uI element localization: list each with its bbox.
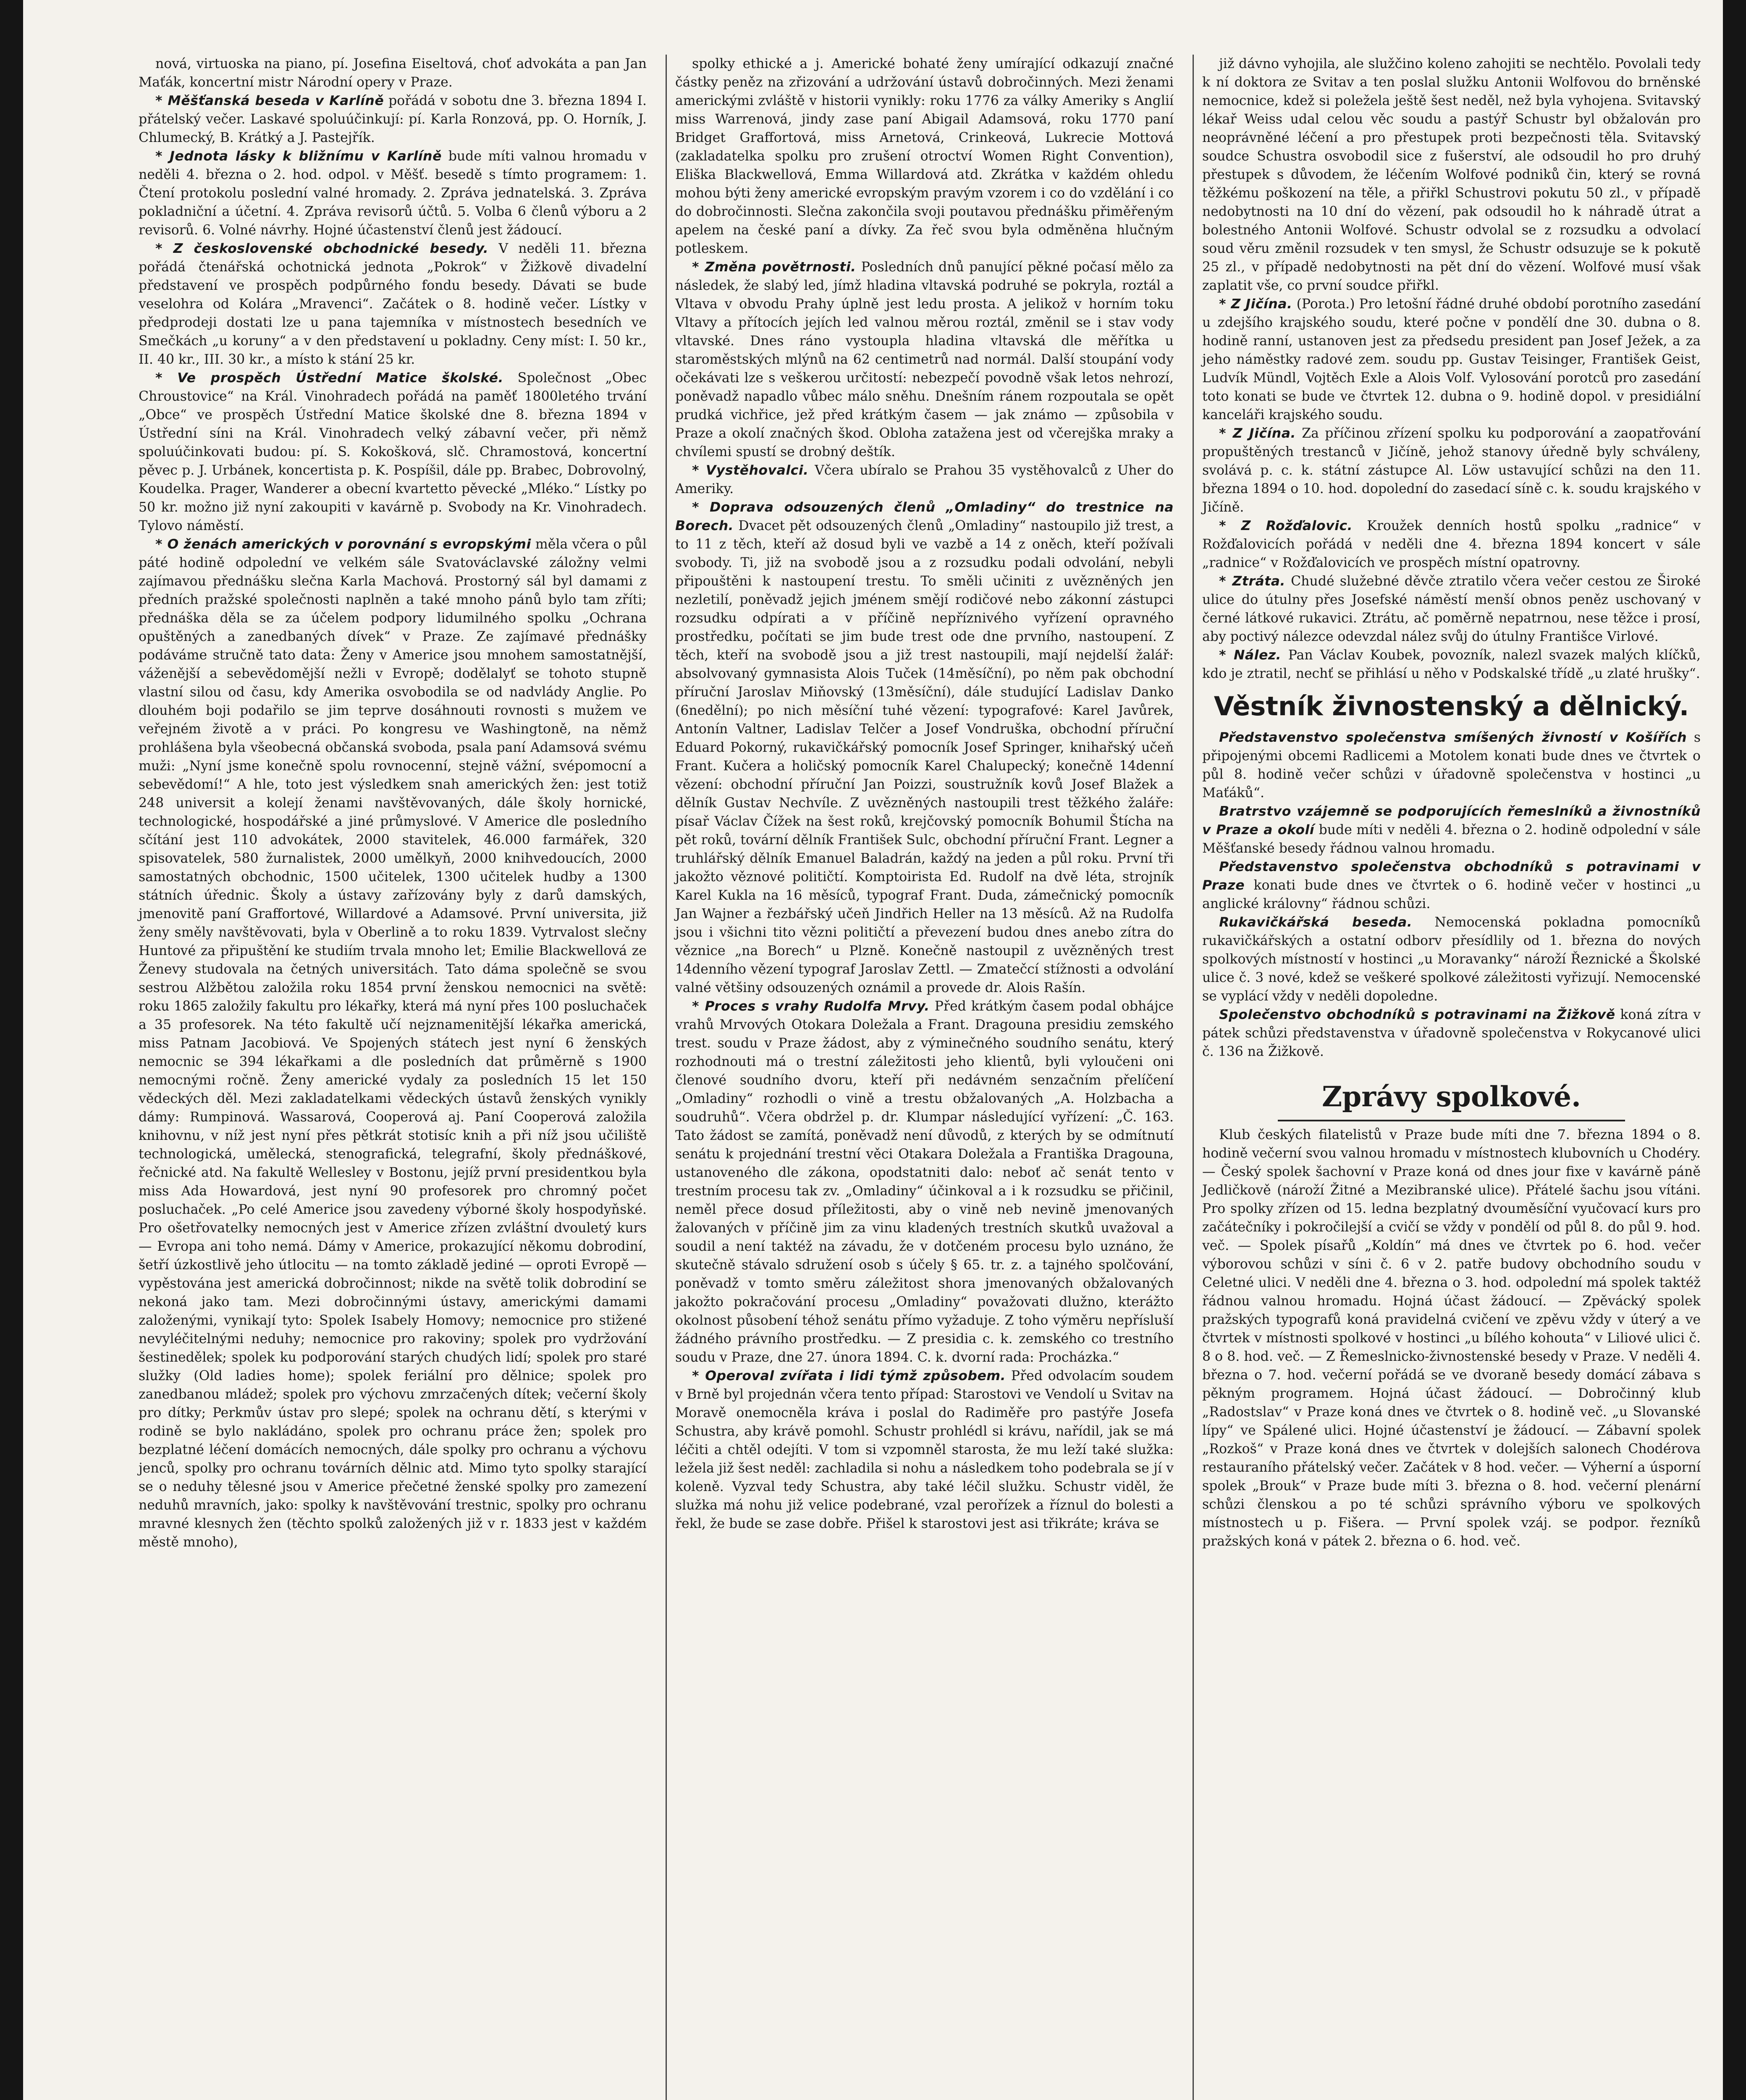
column-right [1193,55,1701,2100]
news-item-text: Klub českých filatelistů v Praze bude míti dne 7. března 1894 o 8. hodině večerní svou valnou hromadu v místnostech klubovních u Chodéry. — Český spolek šachovní v Praze koná od dnes jour fixe v kavárně páně Jedličkově (nároží Žitné a Mezibranské ulice). Přátelé šachu jsou vítáni. Pro spolky zřízen od 15. ledna bezplatný dvouměsíční vyučovací kurs pro začátečníky i pokročilejší a cvičí se vždy v pondělí od půl 8. do půl 9. hod. več. — Spolek písařů „Koldín“ má dnes ve čtvrtek po 6. hod. večer výborovou schůzi v síni č. 6 v 2. patře budovy obchodního soudu v Celetné ulici. V neděli dne 4. března o 3. hod. odpolední má spolek taktéž řádnou valnou hromadu. Hojná účast žádoucí. — Zpěvácký spolek pražských typografů koná pravidelná cvičení ve zpěvu vždy v úterý a ve čtvrtek v místnosti spolkové v hostinci „u bílého kohouta“ v Liliové ulici č. 8 o 8. hod. več. — Z Řemeslnicko-živnostenské besedy v Praze. V neděli 4. března o 7. hod. večerní pořádá se ve dvoraně besedy domácí zábava s pěkným programem. Hojná účast žádoucí. — Dobročinný klub „Radostslav“ v Praze koná dnes ve čtvrtek o 8. hodině več. „u Slovanské lípy“ ve Spálené ulici. Hojné účastenství je žádoucí. — Zábavní spolek „Rozkoš“ v Praze koná dnes ve čtvrtek v dolejších salonech Chodérova restauraního přátelský večer. Začátek v 8 hod. večer. — Výherní a úsporní spolek „Brouk“ v Praze bude míti 3. března o 8. hod. večerní plenární schůzi členskou a po té schůzi správního výboru ve spolkových místnostech u p. Fišera. — První spolek vzáj. se podpor. řezníků pražských koná v pátek 2. března o 6. hod. več. [1202,1127,1701,1549]
news-item [1202,858,1701,913]
news-item [1202,572,1701,646]
news-item [675,55,1174,258]
news-item-heading: * Ztráta. [1219,574,1286,589]
news-block-regional [1202,55,1701,683]
news-item-heading: * Nález. [1219,648,1282,663]
news-item-heading: * Z Jičína. [1219,297,1292,312]
news-item [675,498,1174,997]
news-item-text: Posledních dnů panující pěkné počasí mělo za následek, že slabý led, jímž hladina vltavská podruhé se pokryla, roztál a Vltava v obvodu Prahy úplně jest ledu prosta. A jelikož v horním toku Vltavy a přítocích jejích led valnou měrou roztál, změnil se i stav vody vltavské. Dnes ráno vystoupla hladina vltavská dle měřítka u staroměstských mlýnů na 62 centimetrů nad normál. Další stoupání vody očekávati lze s veškerou určitostí: nebezpečí povodně však letos nehrozí, poněvadž napadlo vůbec málo sněhu. Dnešním ránem rozpoutala se opět prudká vichřice, jež před krátkým časem — jak známo — způsobila v Praze a okolí značných škod. Obloha zatažena jest od včerejška mraky a chvílemi spustí se drobný deštík. [675,260,1174,459]
news-item [675,997,1174,1367]
news-item-text: pořádá v sobotu dne 3. března 1894 I. přátelský večer. Laskavé spoluúčinkují: pí. Karla Ronzová, pp. O. Horník, J. Chlumecký, B. Krátký a J. Pastejřík. [139,93,647,145]
news-item [139,92,647,147]
news-item-heading: Představenstvo společenstva smíšených živností v Košířích [1219,730,1687,745]
scan-edge-right [1723,0,1746,2100]
text-columns [139,55,1701,2100]
news-item-heading: * Měšťanská beseda v Karlíně [155,93,384,108]
news-item [675,461,1174,498]
news-item-heading: * Doprava odsouzených členů „Omladiny“ do trestnice na Borech. [675,500,1174,533]
news-item [1202,728,1701,802]
news-item-heading: * Ve prospěch Ústřední Matice školské. [155,370,503,386]
news-item [1202,1005,1701,1061]
news-item [1202,646,1701,683]
column-left [139,55,647,2100]
news-item-text: s připojenými obcemi Radlicemi a Motolem konati bude dnes ve čtvrtek o půl 8. hodině večer schůzi v úřadovně společenstva v hostinci „u Maťáků“. [1202,730,1701,801]
news-item [1202,517,1701,572]
section-title-trade: Věstník živnostenský a dělnický. [1214,691,1689,722]
news-item-text: bude míti v neděli 4. března o 2. hodině odpolední v sále Měšťanské besedy řádnou valnou hromadu. [1202,822,1701,856]
news-item [1202,424,1701,517]
news-item-heading: Bratrstvo vzájemně se podporujících řemeslníků a živnostníků v Praze a okolí [1202,804,1701,837]
news-item-text: Včera ubíralo se Prahou 35 vystěhovalců z Uher do Ameriky. [675,463,1174,496]
news-item [139,147,647,239]
section-divider [1278,1120,1625,1121]
news-item-text: Nemocenská pokladna pomocníků rukavičkářských a ostatní odborv přesídlily od 1. března do nových spolkových místností v hostinci „u Moravanky“ nároží Řeznické a Školské ulice č. 3 nové, kdež se veškeré spolkové záležitosti vyřizují. Nemocenské se vyplácí vždy v neděli dopoledne. [1202,915,1701,1004]
news-item-text: koná zítra v pátek schůzi představenstva v úřadovně společenstva v Rokycanové ulici č. 136 na Žižkově. [1202,1007,1701,1059]
column-middle [666,55,1174,2100]
news-item-heading: Rukavičkářská beseda. [1219,915,1413,930]
news-item-text: bude míti valnou hromadu v neděli 4. března o 2. hod. odpol. v Měšť. besedě s tímto programem: 1. Čtení protokolu poslední valné hromady. 2. Zpráva jednatelská. 3. Zpráva pokladniční a účetní. 4. Zpráva revisorů účtů. 5. Volba 6 členů výboru a 2 revisorů. 6. Volné návrhy. Hojné účastenství členů jest žádoucí. [139,149,647,238]
news-item-heading: * Z Rožďalovic. [1219,518,1353,533]
news-item [675,258,1174,461]
news-item [1202,913,1701,1005]
news-item-text: Za příčinou zřízení spolku ku podporování a zaopatřování propuštěných trestanců v Jičíně, jehož stanovy úředně byly schváleny, svolává p. c. k. státní zástupce Al. Löw ustavující schůzi na den 11. března 1894 o 10. hod. dopolední do zasedací síně c. k. soudu krajského v Jičíně. [1202,426,1701,515]
news-item-text: Pan Václav Koubek, povozník, nalezl svazek malých klíčků, kdo je ztratil, nechť se přihlásí u něho v Podskalské třídě „u zlaté hrušky“. [1202,648,1701,681]
news-item-text: Před krátkým časem podal obhájce vrahů Mrvových Otokara Doležala a Frant. Dragouna presidiu zemského trest. soudu v Praze žádost, aby z výminečného soudního senátu, který rozhodnouti má o trestní záležitosti jeho klientů, byli vyloučeni oni členové soudního dvoru, kteří při nedávném senzačním přelíčení „Omladiny“ rozhodli o vině a trestu obžalovaných „A. Holzbacha a soudruhů“. Včera obdržel p. dr. Klumpar následující vyřízení: „Č. 163. Tato žádost se zamítá, poněvadž není důvodů, z kterých by se odmítnutí senátu k projednání trestní věci Otakara Doležala a Františka Dragouna, ustanoveného dle zákona, opodstatniti dalo: neboť ač senát tento v trestním procesu tak zv. „Omladiny“ účinkoval a i k rozsudku se přičinil, neměl přece dosud příležitosti, aby o vině neb nevině jmenovaných žalovaných v příčině jim za vinu kladených trestních skutků uvažoval a soudil a není taktéž na závadu, že v dotčeném procesu bylo uznáno, že skutečně stávalo sdružení osob s účely § 65. tr. z. a tajného spolčování, poněvadž v tomto směru záležitost shora jmenovaných obžalovaných jakožto pokračování procesu „Omladiny“ považovati dlužno, kterážto okolnost působení téhož senátu přímo vyžaduje. Z toho výměru nepřísluší žádného právního prostředku. — Z presidia c. k. zemského co trestního soudu v Praze, dne 27. února 1894. C. k. dvorní rada: Procházka.“ [675,999,1174,1365]
news-item-text: konati bude dnes ve čtvrtek o 6. hodině večer v hostinci „u anglické královny“ řádnou schůzi. [1202,878,1701,911]
news-item-heading: * Jednota lásky k bližnímu v Karlíně [155,149,442,164]
news-item [1202,55,1701,295]
news-item [1202,295,1701,424]
scan-edge-left [0,0,23,2100]
news-item [139,369,647,535]
news-item-heading: * Z Jičína. [1219,426,1296,441]
news-block-societies [1202,1126,1701,1551]
news-item-text: Kroužek denních hostů spolku „radnice“ v Rožďalovicích pořádá v neděli dne 4. března 1894 koncert v sále „radnice“ v Rožďalovicích ve prospěch místní opatrovny. [1202,518,1701,570]
news-item-heading: * Proces s vrahy Rudolfa Mrvy. [692,999,930,1014]
news-item-heading: * O ženách amerických v porovnání s evropskými [155,537,531,552]
news-item-text: spolky ethické a j. Americké bohaté ženy umírající odkazují značné částky peněz na zřizování a udržování ústavů dobročinných. Mezi ženami americkými zvláště v historii vynikly: roku 1776 za války Ameriky s Anglií miss Warrenová, jindy zase paní Abigail Adamsová, roku 1770 paní Bridget Graffortová, miss Arnetová, Crinkeová, Lukrecie Mottová (zakladatelka spolku pro zrušení otroctví Women Right Convention), Eliška Blackwellová, Emma Willardová atd. Zkrátka v každém ohledu mohou býti ženy americké evropským pravým vzorem i co do vzdělání i co do dobročinnosti. Slečna zakončila svoji poutavou přednášku přiměřeným apelem na české paní a dívky. Za řeč svou byla odměněna hlučným potleskem. [675,56,1174,256]
news-item-heading: * Z československé obchodnické besedy. [155,241,489,256]
news-item-heading: * Změna povětrnosti. [692,260,856,275]
news-item-text: V neděli 11. března pořádá čtenářská ochotnická jednota „Pokrok“ v Žižkově divadelní představení ve prospěch podpůrného fondu besedy. Dávati se bude veselohra od Kolára „Mravenci“. Začátek o 8. hodině večer. Lístky v předprodeji dostati lze u pana tajemníka v místnostech besedních ve Smečkách „u koruny“ a v den představení u pokladny. Ceny míst: I. 50 kr., II. 40 kr., III. 30 kr., a místo k stání 25 kr. [139,241,647,367]
news-item-heading: Společenstvo obchodníků s potravinami na Žižkově [1219,1007,1615,1022]
news-item-text: (Porota.) Pro letošní řádné druhé období porotního zasedání u zdejšího krajského soudu, které počne v pondělí dne 30. dubna o 8. hodině ranní, ustanoven jest za předsedu president pan Josef Ježek, a za jeho náměstky radové zem. soudu pp. Gustav Teisinger, František Geist, Ludvík Mündl, Vojtěch Exle a Alois Volf. Vylosování porotců pro zasedání toto konati se bude ve čtvrtek 12. dubna o 9. hodině dopol. v presidiální kanceláři krajského soudu. [1202,297,1701,423]
news-item-text: Dvacet pět odsouzených členů „Omladiny“ nastoupilo již trest, a to 11 z těch, kteří až dosud byli ve vazbě a 14 z oněch, kteří požívali svobody. Ti, již na svobodě jsou a z rozsudku podali odvolání, nebyli připouštěni k nastoupení trestu. To směli učiniti z uvězněných jen nezletilí, poněvadž jejich jménem smějí rodičové nebo zákonní zástupci rozsudku odpírati a v příčině nepříznivého vyřízení opravného prostředku, počítati se jim bude trest ode dne prvního, nastoupení. Z těch, kteří na svobodě jsou a již trest nastoupili, mají nejdelší žalář: absolvovaný gymnasista Alois Tuček (14měsíční), po něm pak obchodní příruční Jaroslav Miňovský (13měsíční), dále studující Ladislav Danko (6nedělní); po nich měsíční tuhé vězení: typografové: Karel Javůrek, Antonín Valtner, Ladislav Telčer a Josef Vondruška, obchodní příruční Eduard Pokorný, rukavičkářský pomocník Josef Springer, knihařský učeň Frant. Kučera a holičský pomocník Karel Chalupecký; konečně 14denní vězení: obchodní příruční Jan Poizzi, soustružník kovů Josef Blažek a dělník Gustav Nechvíle. Z uvězněných nastoupili trest těžkého žaláře: písař Václav Čížek na šest roků, krejčovský pomocník Bohumil Štícha na pět roků, tovární dělník František Sulc, obchodní příruční Frant. Legner a truhlářský dělník Emanuel Baladrán, každý na jeden a půl roku. První tři jakožto věznové političtí. Komptoirista Ed. Rudolf na dvě léta, strojník Karel Kukla na 16 měsíců, typograf Frant. Duda, zámečnický pomocník Jan Wajner a řezbářský učeň Jindřich Heller na 13 měsíců. Až na Rudolfa jsou i všichni tito vězni političtí a převezení budou dnes anebo zítra do věznice „na Borech“ u Plzně. Konečně nastoupil z uvězněných trest 14denního vězení typograf Jaroslav Zettl. — Zmatečcí stížnosti a odvolání valné většiny odsouzených oznámil a provede dr. Alois Rašín. [675,518,1174,995]
news-item-text: již dávno vyhojila, ale služčino koleno zahojiti se nechtělo. Povolali tedy k ní doktora ze Svitav a ten poslal služku Antonii Wolfovou do brněnské nemocnice, kdež si poležela ještě šest neděl, než byla vyhojena. Svitavský lékař Weiss udal celou věc soudu a pastýř Schustr byl obžalován pro neoprávněné léčení a pro přestupek proti bezpečnosti těla. Svitavský soudce Schustra osvobodil sice z fušerství, ale odsoudil ho pro druhý přestupek s důvodem, že léčením Wolfové podniků čin, který se rovná těžkému poškození na těle, a přiřkl Schustrovi pokutu 50 zl., v případě nedobytnosti na 10 dní do vězení, pak odsoudil ho k náhradě útrat a bolestného Antonii Wolfové. Schustr odvolal se z rozsudku a odvolací soud věru změnil rozsudek v ten smysl, že Schustr odsuzuje se k pokutě 25 zl., v případě nedobytnosti na pět dní do vězení. Wolfové musí však zaplatit vše, co první soudce přiřkl. [1202,56,1701,293]
news-block-trade [1202,728,1701,1061]
news-item [139,55,647,92]
news-item-text: Společnost „Obec Chroustovice“ na Král. Vinohradech pořádá na paměť 1800letého trvání „Obce“ ve prospěch Ústřední Matice školské dne 8. března 1894 v Ústřední síni na Král. Vinohradech velký zábavní večer, při němž spoluúčinkovati budou: pí. S. Kokošková, slč. Chramostová, koncertní pěvec p. J. Urbánek, koncertista p. K. Pospíšil, dále pp. Brabec, Dobrovolný, Koudelka. Prager, Wanderer a obecní kvartetto pěvecké „Mléko.“ Lístky po 50 kr. možno již nyní zakoupiti v kavárně p. Svobody na Kr. Vinohradech. Tylovo náměstí. [139,370,647,533]
news-item [139,535,647,1551]
news-item [1202,1126,1701,1551]
news-item-heading: Představenstvo společenstva obchodníků s potravinami v Praze [1202,859,1701,893]
news-item [1202,802,1701,858]
news-item-text: Chudé služebné děvče ztratilo včera večer cestou ze Široké ulice do útulny přes Josefské náměstí menší obnos peněz uschovaný v černé látkové rukavici. Ztrátu, ač poměrně nepatrnou, nese těžce i prosí, aby poctivý nálezce odevzdal nález svůj do útulny Františce Virlové. [1202,574,1701,644]
news-item-text: Před odvolacím soudem v Brně byl projednán včera tento případ: Starostovi ve Vendolí u Svitav na Moravě onemocněla kráva i poslal do Radiměře pro pastýře Josefa Schustra, aby krávě pomohl. Schustr prohlédl si krávu, nařídil, jak se má léčiti a chtěl odejíti. V tom si vzpomněl starosta, že mu leží také služka: ležela již šest neděl: zachladila si nohu a následkem toho podebrala se jí v koleně. Vyzval tedy Schustra, aby také léčil služku. Schustr viděl, že služka má nohu již velice podebrané, vzal perořízek a říznul do bolesti a řekl, že bude se zase dobře. Přišel k starostovi jest asi třikráte; kráva se [675,1368,1174,1531]
news-item-text: měla včera o půl páté hodině odpolední ve velkém sále Svatováclavské záložny velmi zajímavou přednášku slečna Karla Machová. Prostorný sál byl damami z předních pražské společnosti naplněn a také mnoho pánů bylo tam zříti; přednáška děla se za účelem podpory lidumilného spolku „Ochrana opuštěných a zanedbaných dívek“ v Praze. Ze zajímavé přednášky podáváme stručně tato data: Ženy v Americe jsou mnohem samostatnější, váženější a sebevědomější nežli v Evropě; dodělalyť se tohoto stupně vlastní silou od času, kdy Amerika osvobodila se od nadvlády Anglie. Po dlouhém boji podařilo se jim teprve dosáhnouti rovnosti s mužem ve veřejném životě a v práci. Po kongresu ve Washingtoně, na němž prohlášena byla všeobecná občanská svoboda, psala paní Adamsová svému muži: „Nyní jsme konečně spolu rovnocenní, stejně vážní, svépomocní a sebevědomí!“ A hle, toto jest výsledkem snah amerických žen: jest totiž 248 universit a kolejí ženami navštěvovaných, dále školy hornické, technologické, hospodářské a jiné průmyslové. V Americe dle posledního sčítání jest 110 advokátek, 2000 stavitelek, 46.000 farmářek, 320 spisovatelek, 580 žurnalistek, 2000 umělkyň, 2000 knihvedoucích, 2000 samostatných obchodnic, 1500 učitelek, 1300 učitelek hudby a 1300 státních úřednic. Školy a ústavy zařízovány byly z darů damských, jmenovitě paní Graffortové, Willardové a Adamsové. První universita, již ženy směly navštěvovati, byla v Oberlině a to roku 1839. Vytrvalost slečny Huntové za připuštění ke studiím trvala mnoho let; Emilie Blackwellová ze Ženevy studovala na četných universitách. Tato dáma společně se svou sestrou Alžbětou založila roku 1854 první ženskou nemocnici na světě: roku 1865 založily fakultu pro lékařky, která má nyní přes 100 posluchaček a 35 profesorek. Na této fakultě učí nejznamenitější lékařka americká, miss Patnam Jacobiová. Ve Spojených státech jest nyní 6 ženských nemocnic se 394 lékařkami a dle posledních dat průměrně s 1900 nemocnými ročně. Ženy americké vydaly za posledních 15 let 150 vědeckých děl. Mezi zakladatelkami vědeckých ústavů ženských vynikly dámy: Rumpinová. Wassarová, Cooperová aj. Paní Cooperová založila knihovnu, v níž jest nyní přes pětkrát stotisíc knih a při níž jsou učiliště technologická, umělecká, stenografická, telegrafní, školy přednáškové, řečnické atd. Na fakultě Wellesley v Bostonu, jejíž první presidentkou byla miss Ada Howardová, jest nyní 90 profesorek pro chromný počet posluchaček. „Po celé Americe jsou zavedeny výborné školy hospodyňské. Pro ošetřovatelky nemocných jest v Americe zřízen zvláštní dvouletý kurs — Evropa ani toho nemá. Dámy v Americe, prokazující někomu dobrodiní, šetří úzkostlivě jeho útlocitu — na tomto základě jediné — oproti Evropě — vypěstována jest americká dobročinnost; nikde na světě tolik dobrodiní se nekoná jako tam. Mezi dobročinnými ústavy, americkými damami založenými, vynikají tyto: Spolek Isabely Homovy; nemocnice pro stižené nevyléčitelnými neduhy; nemocnice pro rakoviny; spolek pro vydržování šestinedělek; spolek ku podporování starých chudých lidí; spolek pro staré služky (Old ladies home); spolek feriální pro dělnice; spolek pro zanedbanou mládež; spolek pro výchovu zmrzačených dítek; večerní školy pro dítky; Perkmův ústav pro slepé; spolek na ochranu dětí, s kterými v rodině se bylo nakládáno, spolek pro ochranu práce žen; spolek pro bezplatné léčení domácích nemocných, dále spolky pro ochranu a výchovu jenců, spolky pro ochranu továrních dělnic atd. Mimo tyto spolky starající se o neduhy tělesné jsou v Americe přečetné ženské spolky pro zamezení neduhů mravních, jako: spolky k navštěvování trestnic, spolky pro ochranu mravné klesnych žen (těchto spolků založených již v r. 1833 jest v každém městě mnoho), [139,537,647,1550]
section-title-societies: Zprávy spolkové. [1321,1080,1581,1113]
news-item [139,239,647,369]
news-item-heading: * Vystěhovalci. [692,463,809,478]
news-item-text: nová, virtuoska na piano, pí. Josefina Eiseltová, choť advokáta a pan Jan Maťák, koncertní mistr Národní opery v Praze. [139,56,647,90]
news-item-heading: * Operoval zvířata i lidi týmž způsobem. [692,1368,1006,1383]
news-item [675,1367,1174,1533]
